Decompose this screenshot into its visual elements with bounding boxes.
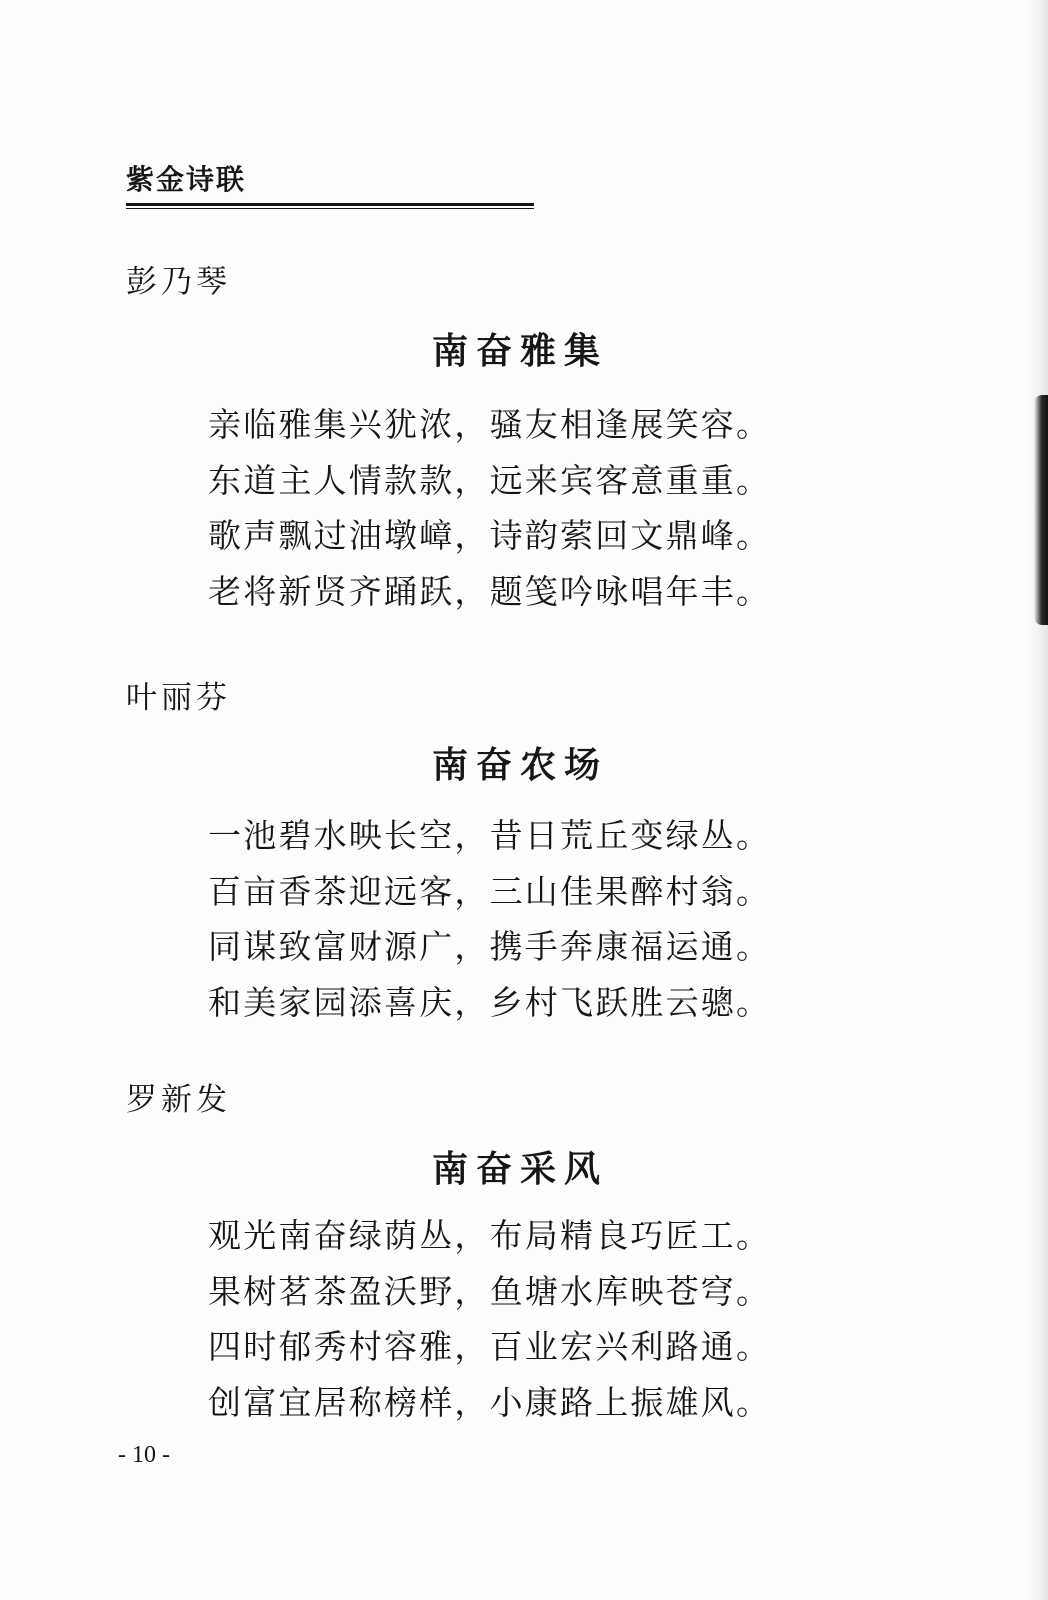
- poem-line: 四时郁秀村容雅，百业宏兴利路通。: [208, 1327, 772, 1366]
- poem-lines: [208, 1208, 828, 1430]
- poem-line: 创富宜居称榜样，小康路上振雄风。: [208, 1382, 772, 1422]
- page-edge-binding-shadow: [1034, 395, 1048, 625]
- header-rule-thin: [126, 208, 534, 209]
- poem-line: 歌声飘过油墩嶂，诗韵萦回文鼎峰。: [208, 516, 772, 555]
- page-number: - 10 -: [118, 1442, 170, 1468]
- running-header: [126, 160, 534, 200]
- poem-line: 和美家园添喜庆，乡村飞跃胜云骢。: [208, 982, 772, 1022]
- poem-author: 罗新发: [126, 1082, 231, 1118]
- poem-line: 一池碧水映长空，昔日荒丘变绿丛。: [208, 816, 772, 855]
- poem-line: 亲临雅集兴犹浓，骚友相逢展笑容。: [208, 405, 772, 444]
- poem-line: 果树茗茶盈沃野，鱼塘水库映苍穹。: [208, 1271, 772, 1311]
- poem-title: 南奋雅集: [431, 330, 608, 372]
- poem-lines: [208, 397, 828, 619]
- poem-line: 老将新贤齐踊跃，题笺吟咏唱年丰。: [208, 571, 772, 611]
- poem-author: 彭乃琴: [126, 264, 231, 300]
- poem-line: 东道主人情款款，远来宾客意重重。: [208, 460, 772, 500]
- poem-author: 叶丽芬: [126, 680, 231, 716]
- header-rule-thick: [126, 203, 534, 206]
- poem-title: 南奋采风: [431, 1148, 608, 1190]
- poem-title: 南奋农场: [431, 744, 608, 786]
- header-title: 紫金诗联: [126, 163, 247, 196]
- page-edge-shadow: [1026, 0, 1048, 1600]
- poem-line: 观光南奋绿荫丛，布局精良巧匠工。: [208, 1216, 772, 1255]
- poem-lines: [208, 808, 828, 1030]
- poem-line: 同谋致富财源广，携手奔康福运通。: [208, 927, 772, 966]
- poem-line: 百亩香茶迎远客，三山佳果醉村翁。: [208, 871, 772, 911]
